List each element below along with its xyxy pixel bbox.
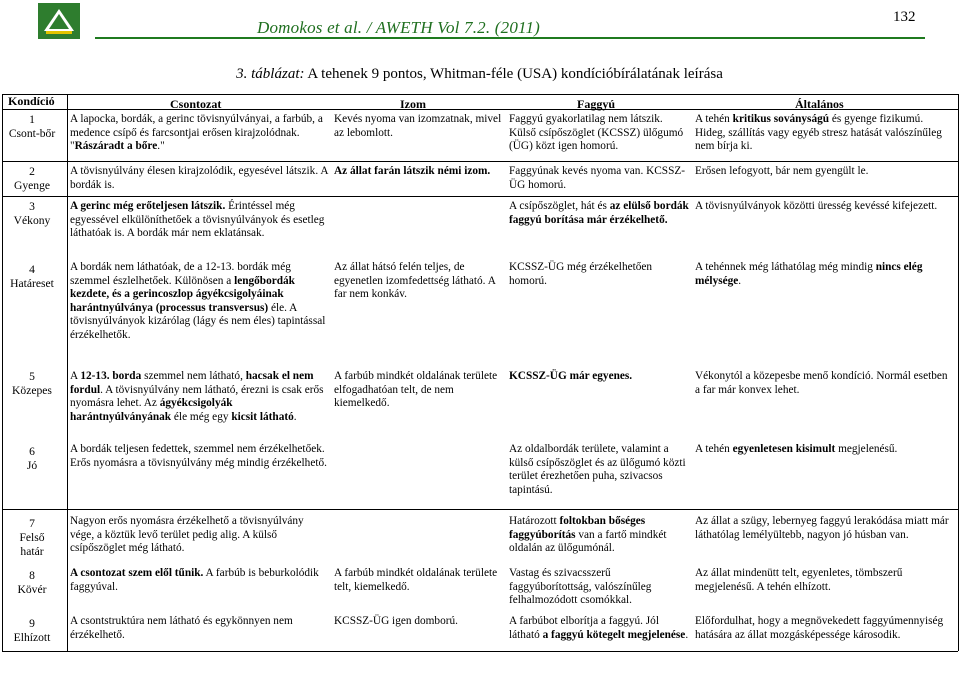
kondicio-cell-6 xyxy=(4,445,60,473)
table-caption xyxy=(0,66,959,83)
kondicio-number: 1 xyxy=(29,113,35,126)
faggyu-cell-4: KCSSZ-ÜG még érzékelhetően homorú. xyxy=(509,261,653,287)
kondicio-cell-8 xyxy=(4,569,60,597)
csontozat-cell-2: A tövisnyúlvány élesen kirajzolódik, egyesével látszik. A bordák is. xyxy=(70,165,328,191)
kondicio-name: Kövér xyxy=(17,582,47,596)
izom-cell-8: A farbúb mindkét oldalának területe telt, kiemelkedő. xyxy=(334,567,498,593)
kondicio-number: 7 xyxy=(29,517,35,530)
csontozat-cell-4: A bordák nem láthatóak, de a 12-13. bordák még szemmel észlelhetőek. Különösen a lengőbordák kezdete, és a gerincoszlop ágyékcsigolyáinak harántnyúlványa (processus transversus) éle. A tövisnyúlványok kizárólag (lágy és nem éles) tapintással érzékelhetők. xyxy=(70,261,326,341)
kondicio-name: Gyenge xyxy=(13,178,51,192)
altalanos-cell-6: A tehén egyenletesen kisimult megjelenésű. xyxy=(695,443,898,455)
altalanos-cell-3: A tövisnyúlványok közötti üresség kevéssé kifejezett. xyxy=(695,200,938,212)
faggyu-cell-2: Faggyúnak kevés nyoma van. KCSSZ-ÜG homorú. xyxy=(509,165,686,191)
csontozat-cell-8: A csontozat szem elől tűnik. A farbúb is beburkolódik faggyúval. xyxy=(70,567,319,593)
kondicio-name: Felső határ xyxy=(19,530,45,558)
kondicio-number: 5 xyxy=(29,370,35,383)
page-number: 132 xyxy=(893,9,916,25)
faggyu-cell-6: Az oldalbordák területe, valamint a külső csípőszöglet és az ülőgumó közti terület érezhetően puha, szivacsos tapintású. xyxy=(509,443,686,496)
izom-cell-4: Az állat hátsó felén teljes, de egyenetlen izomfedettség látható. A far nem konkáv. xyxy=(334,261,496,301)
izom-cell-2: Az állat farán látszik némi izom. xyxy=(334,165,491,177)
header-csontozat: Csontozat xyxy=(170,97,222,111)
header-faggyu: Faggyú xyxy=(577,97,616,111)
csontozat-cell-3: A gerinc még erőteljesen látszik. Érintéssel még egyessével elkülöníthetőek a tövisnyúlványok és esetleg láthatóak is. A bordák már nem eklatánsak. xyxy=(70,200,325,240)
kondicio-number: 2 xyxy=(29,165,35,178)
kondicio-number: 8 xyxy=(29,569,35,582)
kondicio-cell-9 xyxy=(4,617,60,645)
kondicio-name: Közepes xyxy=(12,383,52,397)
kondicio-number: 6 xyxy=(29,445,35,458)
header-rule xyxy=(95,37,925,39)
altalanos-cell-2: Erősen lefogyott, bár nem gyengült le. xyxy=(695,165,869,177)
csontozat-cell-1: A lapocka, bordák, a gerinc tövisnyúlványai, a farbúb, a medence csípő és farcsontjai erősen kirajzolódnak. "Rászáradt a bőre." xyxy=(70,113,323,153)
altalanos-cell-1: A tehén kritikus soványságú és gyenge fizikumú. Hideg, szállítás vagy egyéb stresz hatását valószínűleg nem bírja ki. xyxy=(695,113,942,153)
faggyu-cell-7: Határozott foltokban bőséges faggyúborítás van a fartő mindkét oldalán az ülőgumónál. xyxy=(509,515,667,555)
izom-cell-1: Kevés nyoma van izomzatnak, mivel az lebomlott. xyxy=(334,113,502,139)
kondicio-cell-7 xyxy=(4,517,60,559)
altalanos-cell-5: Vékonytól a közepesbe menő kondíció. Normál esetben a far már konvex lehet. xyxy=(695,370,948,396)
kondicio-name: Csont-bőr xyxy=(8,126,56,140)
altalanos-cell-9: Előfordulhat, hogy a megnövekedett faggyúmennyiség hatására az állat mozgásképessége károsodik. xyxy=(695,615,944,641)
altalanos-cell-8: Az állat mindenütt telt, egyenletes, tömbszerű megjelenésű. A tehén elhízott. xyxy=(695,567,903,593)
kondicio-cell-2 xyxy=(4,165,60,193)
faggyu-cell-3: A csípőszöglet, hát és az elülső bordák faggyú borítása már érzékelhető. xyxy=(509,200,689,226)
faggyu-cell-8: Vastag és szivacsszerű faggyúborítottság, valószínűleg felhalmozódott csomókkal. xyxy=(509,567,652,607)
izom-cell-9: KCSSZ-ÜG igen domború. xyxy=(334,615,458,627)
faggyu-cell-1: Faggyú gyakorlatilag nem látszik. Külső csípőszöglet (KCSSZ) ülőgumó (ÜG) közt igen homorú. xyxy=(509,113,684,153)
kondicio-cell-5 xyxy=(4,370,60,398)
kondicio-name: Határeset xyxy=(10,276,54,290)
kondicio-cell-3 xyxy=(4,200,60,228)
altalanos-cell-4: A tehénnek még láthatólag még mindig nincs elég mélysége. xyxy=(695,261,923,287)
header-kondicio: Kondíció xyxy=(8,94,55,108)
caption-label: 3. táblázat: xyxy=(236,66,305,82)
journal-header: Domokos et al. / AWETH Vol 7.2. (2011) xyxy=(257,18,541,37)
kondicio-number: 3 xyxy=(29,200,35,213)
faggyu-cell-5: KCSSZ-ÜG már egyenes. xyxy=(509,370,633,382)
header-izom: Izom xyxy=(400,97,426,111)
kondicio-cell-1 xyxy=(4,113,60,141)
csontozat-cell-9: A csontstruktúra nem látható és egykönnyen nem érzékelhető. xyxy=(70,615,293,641)
kondicio-name: Jó xyxy=(26,458,38,472)
csontozat-cell-5: A 12-13. borda szemmel nem látható, hacsak el nem fordul. A tövisnyúlvány nem látható, érezni is csak erős nyomásra lehet. Az ágyékcsigolyák harántnyúlványának éle még egy kicsit látható. xyxy=(70,370,324,423)
caption-text: A tehenek 9 pontos, Whitman-féle (USA) kondícióbírálatának leírása xyxy=(307,66,723,82)
csontozat-cell-7: Nagyon erős nyomásra érzékelhető a tövisnyúlvány vége, a köztük levő terület pedig alig. A külső csípőszöglet még látható. xyxy=(70,515,304,555)
izom-cell-5: A farbúb mindkét oldalának területe elfogadhatóan telt, de nem kiemelkedő. xyxy=(334,370,498,410)
faggyu-cell-9: A farbúbot elborítja a faggyú. Jól látható a faggyú kötegelt megjelenése. xyxy=(509,615,689,641)
kondicio-cell-4 xyxy=(4,263,60,291)
altalanos-cell-7: Az állat a szügy, lebernyeg faggyú lerakódása miatt már láthatólag lemélyültebb, nagyon jó húsban van. xyxy=(695,515,949,541)
csontozat-cell-6: A bordák teljesen fedettek, szemmel nem érzékelhetőek. Erős nyomásra a tövisnyúlvány még mindig érzékelhető. xyxy=(70,443,327,469)
kondicio-number: 9 xyxy=(29,617,35,630)
header-altalanos: Általános xyxy=(795,97,844,111)
journal-logo xyxy=(38,3,80,39)
kondicio-name: Elhízott xyxy=(13,630,51,644)
kondicio-number: 4 xyxy=(29,263,35,276)
kondicio-name: Vékony xyxy=(13,213,51,227)
